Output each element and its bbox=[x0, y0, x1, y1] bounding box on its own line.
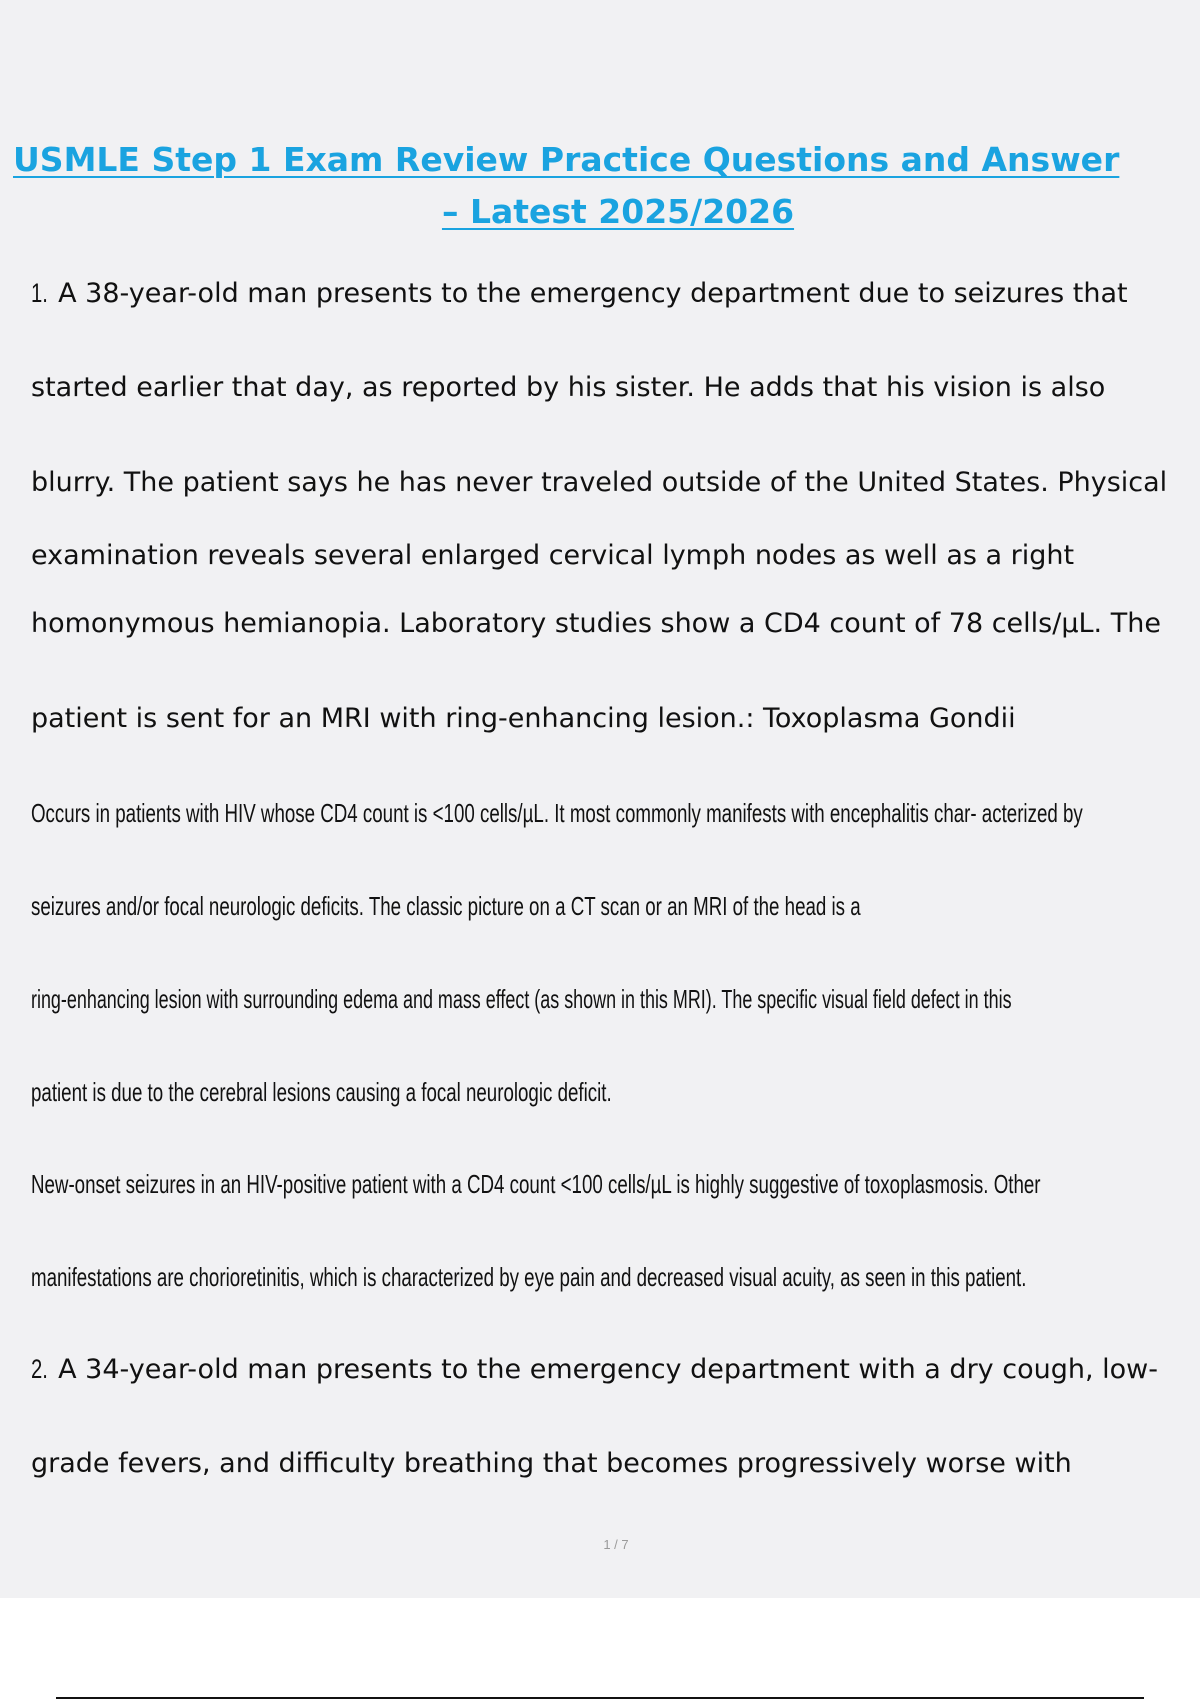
explanation-line-5: New-onset seizures in an HIV-positive patient with a CD4 count <100 cells/µL is highly suggestive of toxoplasmosis. Other bbox=[31, 1169, 1041, 1199]
question-number: 1. bbox=[31, 278, 48, 308]
title-line-1: USMLE Step 1 Exam Review Practice Questions and Answer bbox=[13, 140, 1120, 179]
question-number: 2. bbox=[31, 1354, 48, 1384]
explanation-line-3: ring-enhancing lesion with surrounding edema and mass effect (as shown in this MRI). The specific visual field defect in this bbox=[31, 984, 1012, 1014]
question-1-line-5: homonymous hemianopia. Laboratory studies show a CD4 count of 78 cells/µL. The bbox=[31, 608, 1161, 639]
document-title bbox=[0, 134, 1200, 238]
question-1-line-4: examination reveals several enlarged cervical lymph nodes as well as a right bbox=[31, 540, 1075, 571]
question-1-line-3: blurry. The patient says he has never traveled outside of the United States. Physical bbox=[31, 467, 1168, 498]
question-2-line-1 bbox=[31, 1352, 1158, 1387]
explanation-line-4: patient is due to the cerebral lesions causing a focal neurologic deficit. bbox=[31, 1077, 612, 1107]
question-1-line-6: patient is sent for an MRI with ring-enhancing lesion.: Toxoplasma Gondii bbox=[31, 703, 1016, 734]
title-line-2: – Latest 2025/2026 bbox=[441, 192, 795, 231]
explanation-line-6: manifestations are chorioretinitis, which is characterized by eye pain and decreased visual acuity, as seen in this patient. bbox=[31, 1262, 1027, 1292]
question-1-line-1 bbox=[31, 276, 1128, 311]
footer-rule bbox=[56, 1697, 1144, 1699]
explanation-line-1: Occurs in patients with HIV whose CD4 count is <100 cells/µL. It most commonly manifests with encephalitis char- acterized by bbox=[31, 798, 1083, 828]
page-indicator: 1 / 7 bbox=[603, 1537, 629, 1552]
question-1-line-2: started earlier that day, as reported by his sister. He adds that his vision is also bbox=[31, 372, 1106, 403]
question-text: A 38-year-old man presents to the emergency department due to seizures that bbox=[58, 278, 1128, 309]
explanation-line-2: seizures and/or focal neurologic deficits. The classic picture on a CT scan or an MRI of the head is a bbox=[31, 891, 861, 921]
question-text: A 34-year-old man presents to the emergency department with a dry cough, low- bbox=[58, 1354, 1158, 1385]
question-2-line-2: grade fevers, and difficulty breathing that becomes progressively worse with bbox=[31, 1448, 1072, 1479]
